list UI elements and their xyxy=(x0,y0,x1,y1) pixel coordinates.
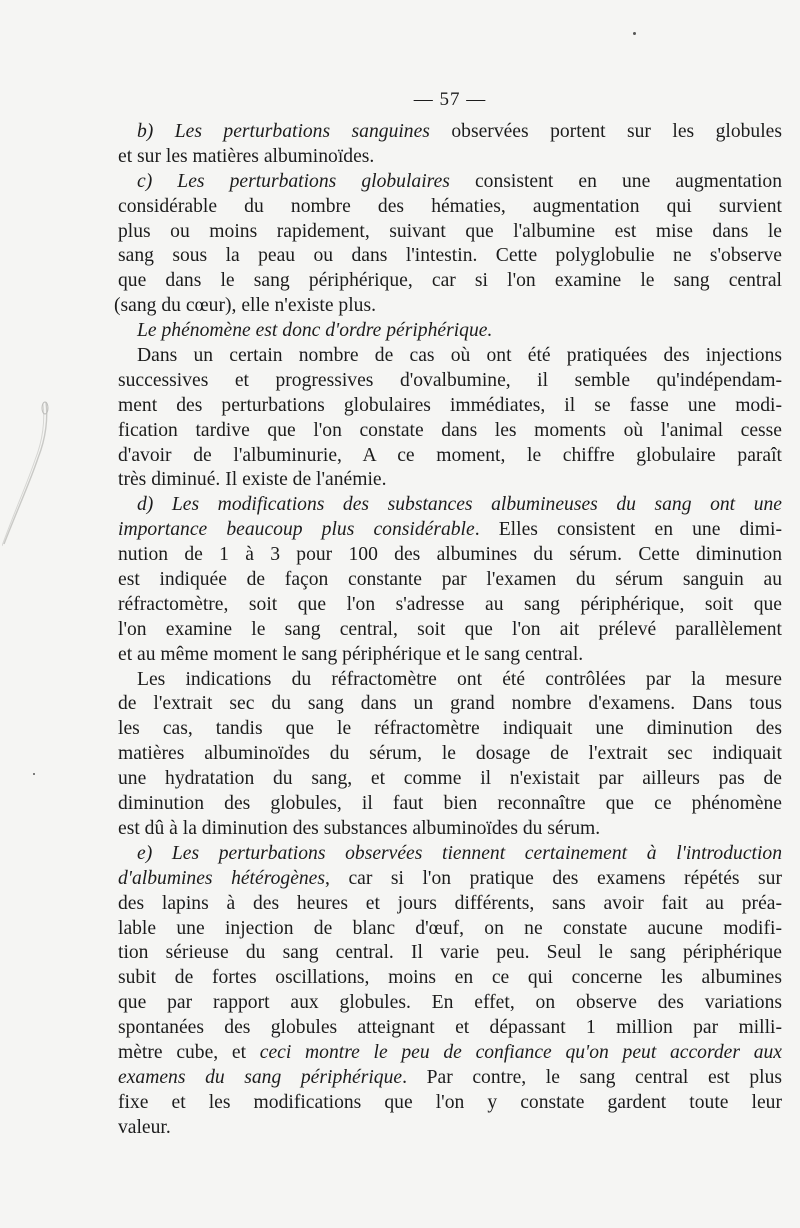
text: successives et progressives d'ovalbumine, il semble qu'indépendam- xyxy=(118,369,782,391)
text: lable une injection de blanc d'œuf, on ne constate aucune modifi- xyxy=(118,917,782,939)
italic-text: b) xyxy=(137,121,175,142)
text-line xyxy=(118,244,782,269)
text-line xyxy=(118,668,782,693)
paragraph-c-2 xyxy=(118,344,782,493)
text-line xyxy=(118,767,782,792)
italic-text: Les perturbations globulaires xyxy=(177,170,450,192)
italic-text: Les perturbations sanguines xyxy=(174,121,430,142)
text-line xyxy=(118,941,782,966)
text: d'avoir de l'albuminurie, A ce moment, le chiffre globulaire paraît xyxy=(118,444,782,466)
text: observées portent sur les globules xyxy=(429,121,782,142)
text-line xyxy=(118,1016,782,1041)
italic-text: e) Les perturbations observées tiennent certainement à l'introduction xyxy=(137,842,782,864)
text: sang sous la peau ou dans l'intestin. Cette polyglobulie ne s'observe xyxy=(118,245,782,267)
text: spontanées des globules atteignant et dépassant 1 million par milli- xyxy=(118,1017,782,1039)
text-line xyxy=(118,394,782,419)
text: subit de fortes oscillations, moins en ce qui concerne les albumines xyxy=(118,967,782,989)
text-line xyxy=(118,643,782,668)
document-body xyxy=(114,120,783,1141)
text-line xyxy=(118,966,782,991)
text: matières albuminoïdes du sérum, le dosage de l'extrait sec indiquait xyxy=(118,743,782,765)
text: ment des perturbations globulaires immédiates, il se fasse une modi- xyxy=(118,394,782,416)
text: plus ou moins rapidement, suivant que l'albumine est mise dans le xyxy=(118,220,782,242)
text-line xyxy=(118,1066,782,1091)
text: Dans un certain nombre de cas où ont été pratiquées des injections xyxy=(137,345,782,367)
text-line xyxy=(118,842,782,867)
text: l'on examine le sang central, soit que l'on ait prélevé parallèlement xyxy=(118,618,782,640)
text: des lapins à des heures et jours différents, sans avoir fait au préa- xyxy=(118,892,782,914)
text: . Par contre, le sang central est plus xyxy=(402,1066,782,1088)
text-line xyxy=(118,518,782,543)
text: est dû à la diminution des substances albuminoïdes du sérum. xyxy=(118,817,601,839)
text-line xyxy=(118,817,782,842)
text: diminution des globules, il faut bien reconnaître que ce phénomène xyxy=(118,793,782,815)
text-line xyxy=(118,195,782,220)
text: les cas, tandis que le réfractomètre indiquait une diminution des xyxy=(118,718,782,740)
text: . Elles consistent en une dimi- xyxy=(474,519,782,541)
text-line xyxy=(114,294,782,319)
text: , car si l'on pratique des examens répétés sur xyxy=(325,867,783,889)
document-page xyxy=(114,88,783,1141)
italic-text: importance beaucoup plus considérable xyxy=(118,519,475,541)
paragraph-c xyxy=(114,170,782,319)
text-line xyxy=(118,493,782,518)
text-line xyxy=(118,568,782,593)
text-line xyxy=(118,344,782,369)
paragraph-c-conclusion xyxy=(118,319,782,344)
italic-text: Le phénomène est donc d'ordre périphérique. xyxy=(137,320,493,342)
text-line xyxy=(118,419,782,444)
text: consistent en une augmentation xyxy=(449,170,782,192)
text: une hydratation du sang, et comme il n'existait par ailleurs pas de xyxy=(118,768,782,790)
paragraph-d-2 xyxy=(118,668,782,842)
text-line xyxy=(118,742,782,767)
text-line xyxy=(118,369,782,394)
text-line xyxy=(118,1041,782,1066)
italic-text: d) Les modifications des substances albumineuses du sang ont une xyxy=(137,494,782,516)
text: fication tardive que l'on constate dans les moments où l'animal cesse xyxy=(118,419,782,441)
page-number: — 57 — xyxy=(413,89,487,110)
text-line xyxy=(118,917,782,942)
text-line xyxy=(118,892,782,917)
paragraph-e xyxy=(118,842,782,1141)
text-line xyxy=(118,170,782,195)
italic-text: examens du sang périphérique xyxy=(118,1066,403,1088)
scan-speck xyxy=(633,32,636,35)
text-line xyxy=(118,692,782,717)
text-line xyxy=(118,543,782,568)
text-line xyxy=(118,867,782,892)
text: mètre cube, et xyxy=(118,1041,260,1063)
text-line xyxy=(118,220,782,245)
text: et au même moment le sang périphérique et le sang central. xyxy=(118,643,584,665)
italic-text: d'albumines hétérogènes xyxy=(118,867,326,889)
text: que dans le sang périphérique, car si l'on examine le sang central xyxy=(118,270,782,292)
text: est indiquée de façon constante par l'examen du sérum sanguin au xyxy=(118,569,782,591)
text-line xyxy=(118,1091,782,1116)
text-line xyxy=(118,145,782,170)
paragraph-b xyxy=(118,120,782,170)
text-line xyxy=(118,319,782,344)
text: tion sérieuse du sang central. Il varie peu. Seul le sang périphérique xyxy=(118,942,782,964)
text-line xyxy=(118,444,782,469)
italic-text: c) xyxy=(137,170,178,192)
text-line xyxy=(118,468,782,493)
text-line xyxy=(118,618,782,643)
text-line xyxy=(118,717,782,742)
text-line xyxy=(118,120,782,145)
text-line xyxy=(118,792,782,817)
text-line xyxy=(118,269,782,294)
text: considérable du nombre des hématies, augmentation qui survient xyxy=(118,195,782,217)
text: et sur les matières albuminoïdes. xyxy=(118,145,375,167)
text: fixe et les modifications que l'on y constate gardent toute leur xyxy=(118,1091,782,1113)
scan-speck xyxy=(33,773,35,775)
text: valeur. xyxy=(118,1116,171,1138)
text: Les indications du réfractomètre ont été contrôlées par la mesure xyxy=(137,668,782,690)
paragraph-d xyxy=(118,493,782,667)
text: (sang du cœur), elle n'existe plus. xyxy=(114,295,376,317)
text: réfractomètre, soit que l'on s'adresse au sang périphérique, soit que xyxy=(118,593,782,615)
text-line xyxy=(118,991,782,1016)
text-line xyxy=(118,1116,782,1141)
text-line xyxy=(118,593,782,618)
scan-scratch-mark xyxy=(2,398,50,548)
text: que par rapport aux globules. En effet, on observe des variations xyxy=(118,992,782,1014)
italic-text: ceci montre le peu de confiance qu'on peut accorder aux xyxy=(259,1041,782,1063)
text: nution de 1 à 3 pour 100 des albumines du sérum. Cette diminution xyxy=(118,544,782,566)
text: très diminué. Il existe de l'anémie. xyxy=(118,469,387,491)
text: de l'extrait sec du sang dans un grand nombre d'examens. Dans tous xyxy=(118,693,782,715)
